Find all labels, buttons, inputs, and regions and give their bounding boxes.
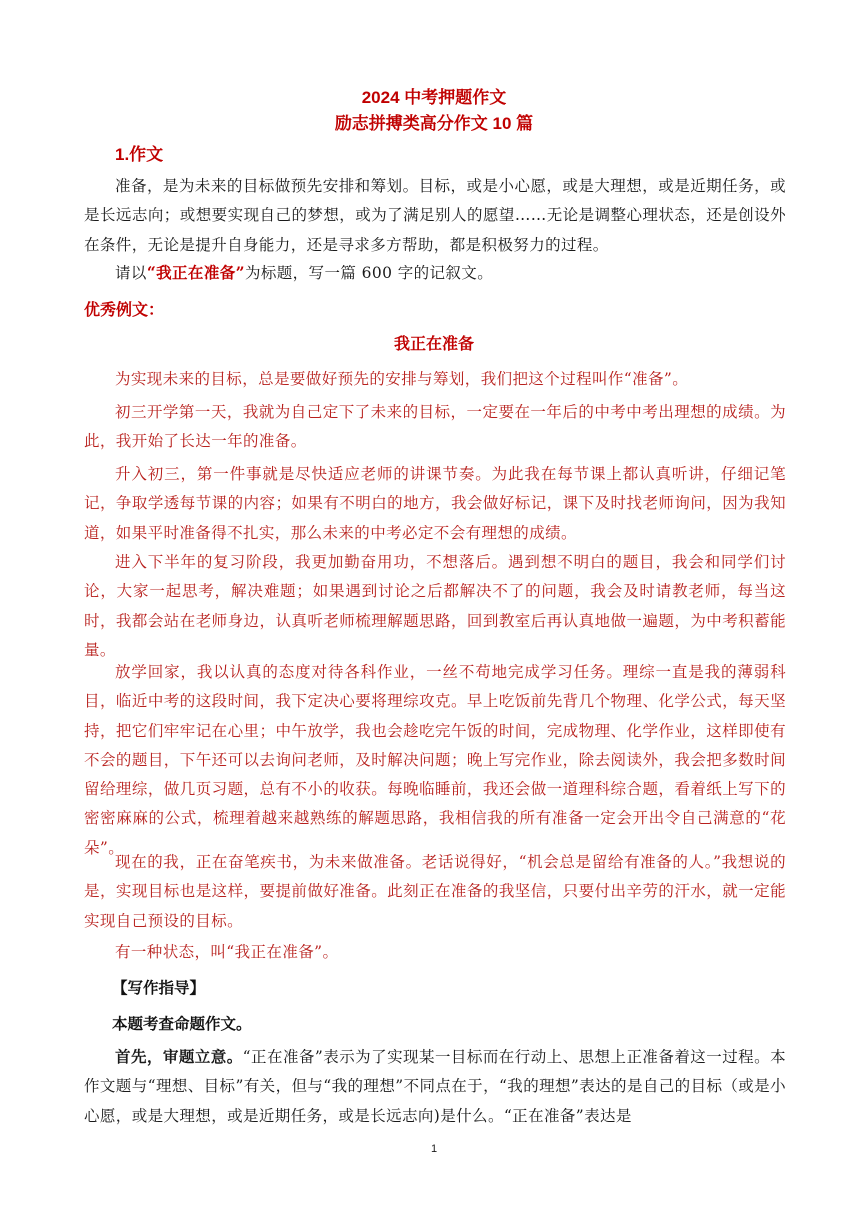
example-essay-label: 优秀例文：: [84, 302, 165, 319]
prompt-paragraph: 准备，是为未来的目标做预先安排和筹划。目标，或是小心愿，或是大理想，或是近期任务，或是长远志向；或想要实现自己的梦想，或为了满足别人的愿望……无论是调整心理状态，还是创设外在条件，无论是提升自身能力，还是寻求多方帮助，都是积极努力的过程。: [84, 177, 786, 254]
essay-paragraph: 初三开学第一天，我就为自己定下了未来的目标，一定要在一年后的中考中考出理想的成绩。为此，我开始了长达一年的准备。: [84, 403, 786, 451]
requirement-title: “我正在准备”: [146, 263, 245, 282]
doc-title-line1: 2024 中考押题作文: [361, 88, 507, 107]
essay-paragraph: 进入下半年的复习阶段，我更加勤奋用功，不想落后。遇到想不明白的题目，我会和同学们讨论，大家一起思考，解决难题；如果遇到讨论之后都解决不了的问题，我会及时请教老师，每当这时，我都会站在老师身边，认真听老师梳理解题思路，回到教室后再认真地做一遍题，为中考积蓄能量。: [84, 553, 786, 659]
essay-paragraph: 放学回家，我以认真的态度对待各科作业，一丝不苟地完成学习任务。理综一直是我的薄弱科目，临近中考的这段时间，我下定决心要将理综攻克。早上吃饭前先背几个物理、化学公式，每天坚持，把它们牢牢记在心里；中午放学，我也会趁吃完午饭的时间，完成物理、化学作业，这样即使有不会的题目，下午还可以去询问老师，及时解决问题；晚上写完作业，除去阅读外，我会把多数时间留给理综，做几页习题，总有不小的收获。每晚临睡前，我还会做一道理科综合题，看着纸上写下的密密麻麻的公式，梳理着越来越熟练的解题思路，我相信我的所有准备一定会开出令自己满意的“花朵”。: [84, 663, 786, 857]
essay-paragraph: 升入初三，第一件事就是尽快适应老师的讲课节奏。为此我在每节课上都认真听讲，仔细记笔记，争取学透每节课的内容；如果有不明白的地方，我会做好标记，课下及时找老师询问，因为我知道，如果平时准备得不扎实，那么未来的中考必定不会有理想的成绩。: [84, 465, 786, 542]
guide-paragraph-lead: 首先，审题立意。: [115, 1048, 243, 1066]
writing-guide-subheading: 本题考查命题作文。: [112, 1015, 252, 1033]
requirement-suffix: 为标题，写一篇 600 字的记叙文。: [244, 264, 494, 282]
writing-guide-heading: 【写作指导】: [112, 979, 206, 997]
guide-paragraph-body: “正在准备”表示为了实现某一目标而在行动上、思想上正准备着这一过程。本作文题与“理想、目标”有关，但与“我的理想”不同点在于，“我的理想”表达的是自己的目标（或是小心愿，或是大理想，或是近期任务，或是长远志向)是什么。“正在准备”表达是: [84, 1048, 786, 1125]
essay-paragraph: 有一种状态，叫“我正在准备”。: [115, 943, 339, 961]
guide-paragraph: [84, 1043, 786, 1131]
essay-paragraph: 现在的我，正在奋笔疾书，为未来做准备。老话说得好，“机会总是留给有准备的人。”我想说的是，实现目标也是这样，要提前做好准备。此刻正在准备的我坚信，只要付出辛劳的汗水，就一定能实现自己预设的目标。: [84, 853, 786, 930]
requirement-prefix: 请以: [115, 264, 147, 282]
essay-paragraph: 为实现未来的目标，总是要做好预先的安排与筹划，我们把这个过程叫作“准备”。: [115, 370, 689, 388]
page-number: 1: [430, 1143, 438, 1155]
requirement-line: [84, 258, 786, 288]
essay-title: 我正在准备: [393, 336, 474, 353]
doc-title-line2: 励志拼搏类高分作文 10 篇: [334, 114, 534, 133]
section-number-title: 1.作文: [115, 145, 164, 164]
